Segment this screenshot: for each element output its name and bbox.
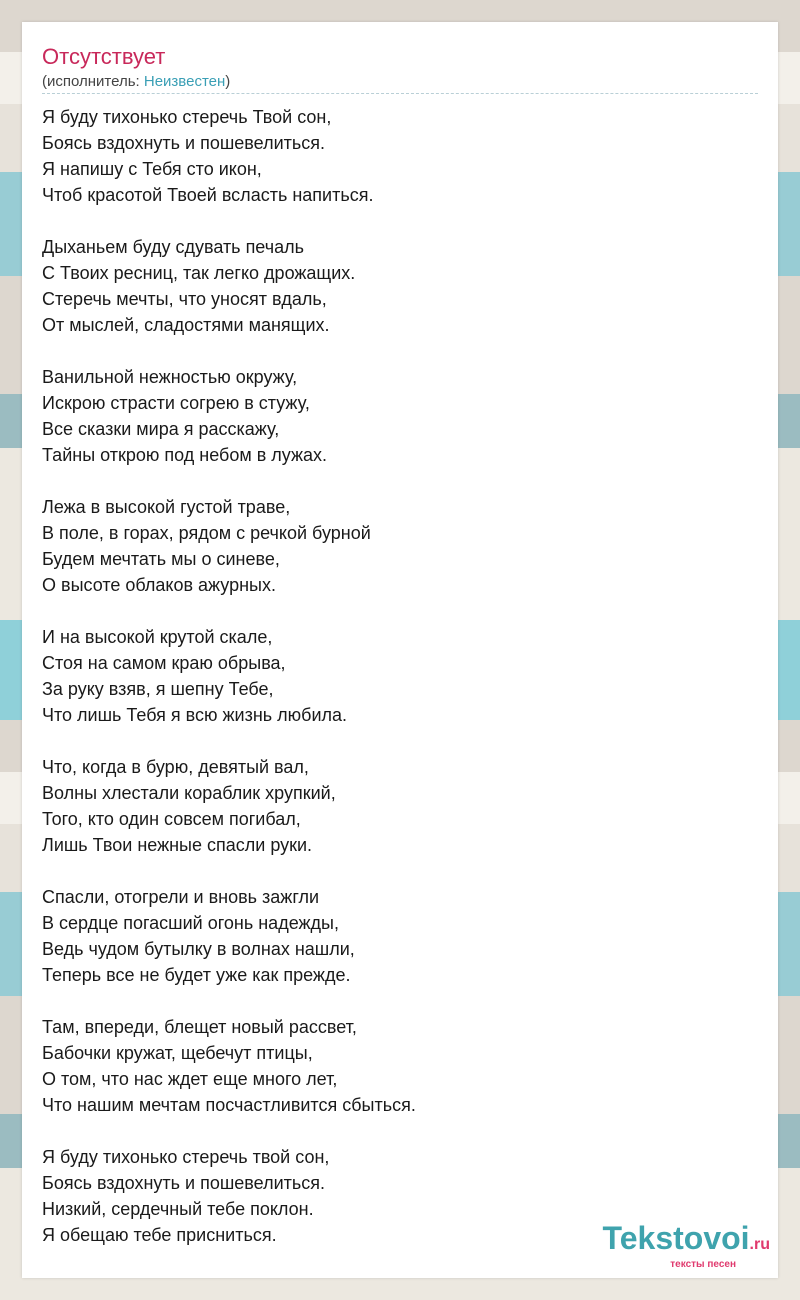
lyric-line: Я буду тихонько стеречь твой сон, [42, 1147, 330, 1167]
lyric-line: О том, что нас ждет еще много лет, [42, 1069, 338, 1089]
lyric-line: Лежа в высокой густой траве, [42, 497, 291, 517]
lyric-line: Дыханьем буду сдувать печаль [42, 237, 304, 257]
title-divider [42, 93, 758, 94]
stanza [42, 364, 758, 468]
site-logo[interactable] [603, 1222, 770, 1270]
stanza [42, 754, 758, 858]
lyric-line: Стоя на самом краю обрыва, [42, 653, 286, 673]
lyric-line: Я напишу с Тебя сто икон, [42, 159, 262, 179]
stanza [42, 1014, 758, 1118]
lyric-line: Боясь вздохнуть и пошевелиться. [42, 133, 326, 153]
lyric-line: С Твоих ресниц, так легко дрожащих. [42, 263, 356, 283]
song-title: Отсутствует [42, 44, 166, 69]
lyric-line: Бабочки кружат, щебечут птицы, [42, 1043, 313, 1063]
stanza [42, 624, 758, 728]
lyric-line: Чтоб красотой Твоей всласть напиться. [42, 185, 374, 205]
lyric-line: Боясь вздохнуть и пошевелиться. [42, 1173, 326, 1193]
stanza [42, 494, 758, 598]
logo-wordmark [603, 1222, 770, 1261]
stanza [42, 884, 758, 988]
lyric-line: Там, впереди, блещет новый рассвет, [42, 1017, 357, 1037]
lyric-line: Стеречь мечты, что уносят вдаль, [42, 289, 327, 309]
lyric-line: От мыслей, сладостями манящих. [42, 315, 330, 335]
artist-byline [42, 73, 230, 90]
lyric-line: Я буду тихонько стеречь Твой сон, [42, 107, 332, 127]
lyric-line: Того, кто один совсем погибал, [42, 809, 301, 829]
lyric-line: Теперь все не будет уже как прежде. [42, 965, 351, 985]
lyric-line: Спасли, отогрели и вновь зажгли [42, 887, 320, 907]
lyric-line: Лишь Твои нежные спасли руки. [42, 835, 313, 855]
byline-suffix: ) [225, 73, 231, 90]
lyrics-text [42, 104, 758, 1274]
lyric-line: Будем мечтать мы о синеве, [42, 549, 280, 569]
lyric-line: Что лишь Тебя я всю жизнь любила. [42, 705, 348, 725]
lyric-line: Ведь чудом бутылку в волнах нашли, [42, 939, 355, 959]
lyric-line: О высоте облаков ажурных. [42, 575, 276, 595]
logo-name: Tekstovoi [602, 1220, 750, 1256]
lyric-line: Что, когда в бурю, девятый вал, [42, 757, 309, 777]
stanza [42, 104, 758, 208]
lyric-line: Что нашим мечтам посчастливится сбыться. [42, 1095, 416, 1115]
lyric-line: За руку взяв, я шепну Тебе, [42, 679, 274, 699]
lyric-line: Низкий, сердечный тебе поклон. [42, 1199, 314, 1219]
logo-tld: .ru [749, 1236, 770, 1253]
lyric-line: Тайны открою под небом в лужах. [42, 445, 328, 465]
lyric-line: В сердце погасший огонь надежды, [42, 913, 339, 933]
lyric-line: Ванильной нежностью окружу, [42, 367, 298, 387]
byline-prefix: (исполнитель: [42, 73, 144, 90]
logo-tagline: тексты песен [670, 1259, 736, 1270]
lyric-line: В поле, в горах, рядом с речкой бурной [42, 523, 371, 543]
lyrics-card [22, 22, 778, 1278]
lyric-line: И на высокой крутой скале, [42, 627, 273, 647]
lyric-line: Волны хлестали кораблик хрупкий, [42, 783, 336, 803]
lyric-line: Все сказки мира я расскажу, [42, 419, 280, 439]
lyric-line: Я обещаю тебе присниться. [42, 1225, 277, 1245]
lyric-line: Искрою страсти согрею в стужу, [42, 393, 310, 413]
artist-link[interactable]: Неизвестен [143, 73, 226, 90]
stanza [42, 234, 758, 338]
